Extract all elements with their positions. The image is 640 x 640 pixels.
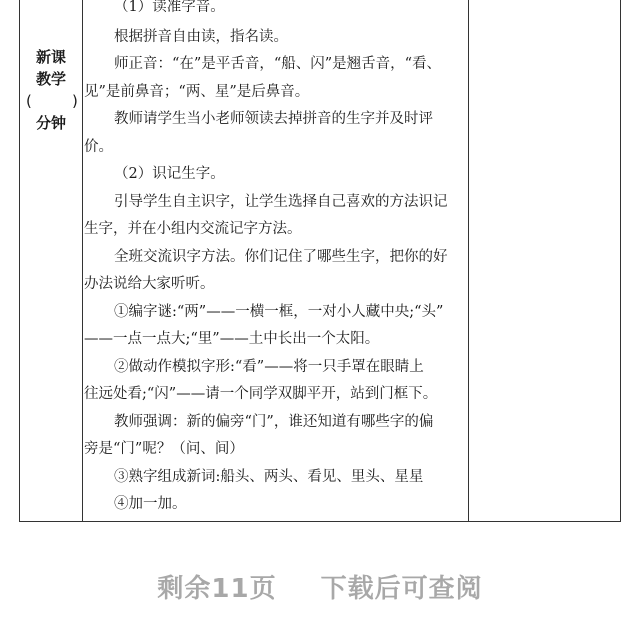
- content-line: （2）识记生字。: [114, 166, 225, 182]
- row-label-line: 新课: [35, 48, 66, 66]
- content-line: 生字，并在小组内交流记字方法。: [84, 221, 302, 237]
- row-label-line: 分钟: [35, 114, 66, 132]
- content-line: （1）读准字音。: [114, 0, 225, 15]
- content-line: 教师强调：新的偏旁“门”，谁还知道有哪些字的偏: [114, 414, 434, 430]
- row-label: [20, 46, 82, 134]
- content-line: 根据拼音自由读，指名读。: [114, 29, 288, 45]
- content-line: 教师请学生当小老师领读去掉拼音的生字并及时评: [114, 111, 433, 127]
- row-label-paren-open: (: [26, 92, 32, 110]
- row-label-paren-close: ): [72, 92, 78, 110]
- content-line: ④加一加。: [114, 496, 187, 512]
- content-line: 往远处看;“闪”——请一个同学双脚平开，站到门框下。: [84, 386, 438, 402]
- row-label-line: 教学: [35, 70, 66, 88]
- download-to-view-text: 下载后可查阅: [320, 574, 483, 604]
- content-line: ①编字谜:“两”——一横一框，一对小人藏中央;“头”: [114, 304, 444, 320]
- download-notice[interactable]: [0, 568, 640, 605]
- content-line: 引导学生自主识字，让学生选择自己喜欢的方法识记: [114, 194, 448, 210]
- content-line: 见”是前鼻音；“两、星”是后鼻音。: [84, 84, 310, 100]
- content-line: 师正音：“在”是平舌音，“船、闪”是翘舌音，“看、: [114, 56, 442, 72]
- column-divider: [468, 0, 469, 521]
- content-line: 价。: [84, 139, 113, 155]
- content-line: ——一点一点大;“里”——土中长出一个太阳。: [84, 331, 380, 347]
- content-line: 办法说给大家听听。: [84, 276, 215, 292]
- content-line: 全班交流识字方法。你们记住了哪些生字，把你的好: [114, 249, 448, 265]
- content-line: 旁是“门”呢？（问、间）: [84, 441, 244, 457]
- content-line: ②做动作模拟字形:“看”——将一只手罩在眼睛上: [114, 359, 424, 375]
- lesson-table: [19, 0, 621, 522]
- column-divider: [82, 0, 83, 521]
- remaining-pages-text: 剩余11页: [157, 574, 277, 604]
- content-line: ③熟字组成新词:船头、两头、看见、里头、星星: [114, 469, 424, 485]
- row-label-paren-row: [20, 90, 82, 112]
